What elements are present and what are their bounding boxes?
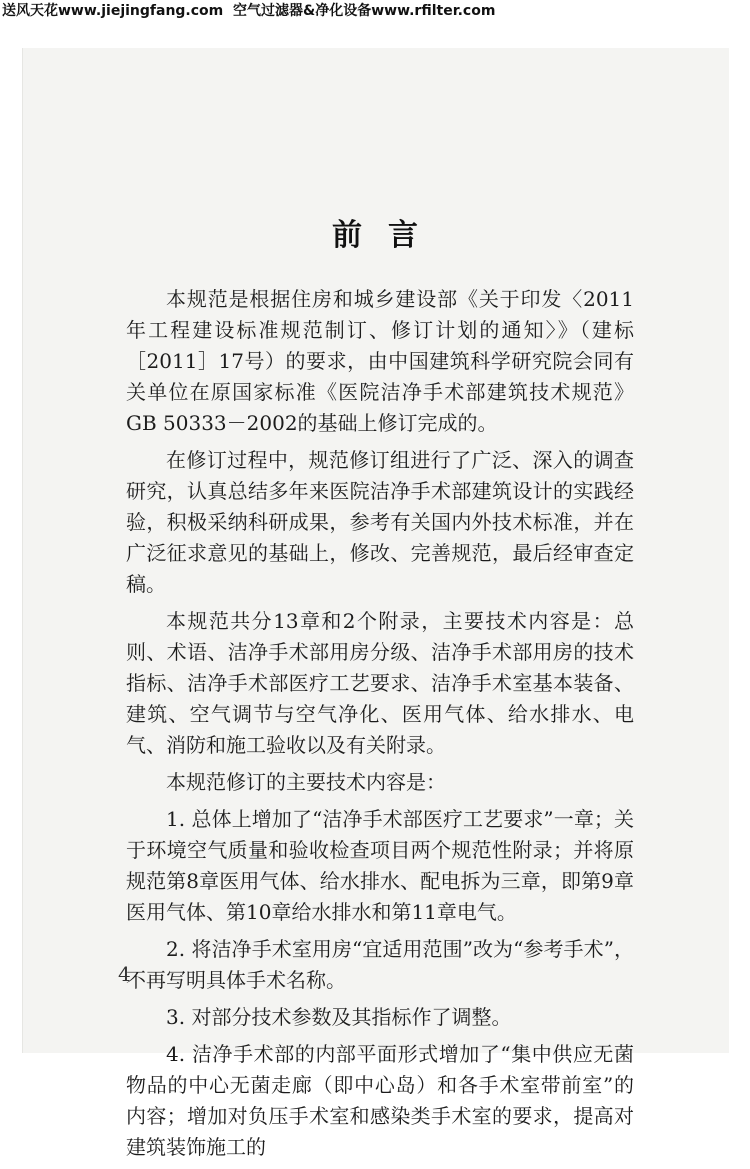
paragraph-revision-process: 在修订过程中，规范修订组进行了广泛、深入的调查研究，认真总结多年来医院洁净手术部建筑设计的实践经验，积极采纳科研成果，参考有关国内外技术标准，并在广泛征求意见的基础上，修改、完善规范，最后经审查定稿。 [126, 448, 634, 596]
paragraph-change-3: 3. 对部分技术参数及其指标作了调整。 [166, 1005, 512, 1029]
paragraph-change-2: 2. 将洁净手术室用房“宜适用范围”改为“参考手术”，不再写明具体手术名称。 [126, 937, 634, 992]
document-body [126, 284, 634, 1169]
page-title: 前言 [332, 218, 444, 253]
paragraph-change-1: 1. 总体上增加了“洁净手术部医疗工艺要求”一章；关于环境空气质量和验收检查项目两个规范性附录；并将原规范第8章医用气体、给水排水、配电拆为三章，即第9章医用气体、第10章给水排水和第11章电气。 [126, 807, 634, 924]
watermark-header [0, 0, 750, 22]
paragraph-change-4: 4. 洁净手术部的内部平面形式增加了“集中供应无菌物品的中心无菌走廊（即中心岛）和各手术室带前室”的内容；增加对负压手术室和感染类手术室的要求，提高对建筑装饰施工的 [126, 1042, 634, 1159]
header-site-link-right: 空气过滤器&净化设备www.rfilter.com [233, 3, 496, 19]
paragraph-intro: 本规范是根据住房和城乡建设部《关于印发〈2011年工程建设标准规范制订、修订计划的通知〉》（建标［2011］17号）的要求，由中国建筑科学研究院会同有关单位在原国家标准《医院洁净手术部建筑技术规范》GB 50333－2002的基础上修订完成的。 [126, 287, 634, 435]
page-number: 4 [118, 962, 131, 986]
header-site-link-left: 送风天花www.jiejingfang.com [2, 3, 224, 19]
paragraph-main-changes-heading: 本规范修订的主要技术内容是： [166, 770, 446, 794]
paragraph-contents: 本规范共分13章和2个附录，主要技术内容是：总则、术语、洁净手术部用房分级、洁净手术部用房的技术指标、洁净手术部医疗工艺要求、洁净手术室基本装备、建筑、空气调节与空气净化、医用气体、给水排水、电气、消防和施工验收以及有关附录。 [126, 609, 634, 757]
